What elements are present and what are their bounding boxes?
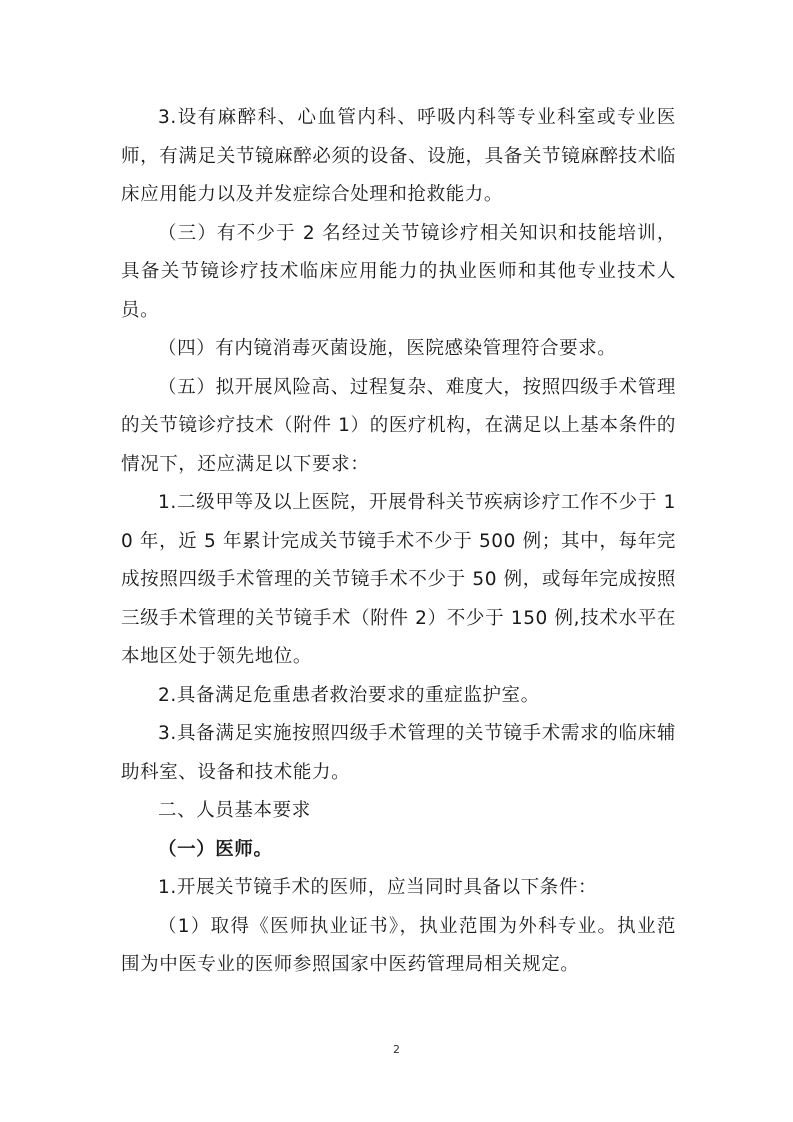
paragraph-physician-conditions: 1.开展关节镜手术的医师，应当同时具备以下条件：	[158, 877, 598, 898]
paragraph-physician-license: （1）取得《医师执业证书》，执业范围为外科专业。执业范围为中医专业的医师参照国家中医药管理局相关规定。	[121, 915, 676, 975]
paragraph-anesthesia-requirements: 3.设有麻醉科、心血管内科、呼吸内科等专业科室或专业医师，有满足关节镜麻醉必须的设备、设施，具备关节镜麻醉技术临床应用能力以及并发症综合处理和抢救能力。	[121, 107, 676, 205]
page-number: 2	[393, 1043, 400, 1056]
paragraph-hospital-grade-requirement: 1.二级甲等及以上医院，开展骨科关节疾病诊疗工作不少于 10 年，近 5 年累计完成关节镜手术不少于 500 例；其中，每年完成按照四级手术管理的关节镜手术不少于 50 例，或每年完成按照三级手术管理的关节镜手术（附件 2）不少于 150 例,技术水平在本地区处于领先地位。	[121, 492, 677, 667]
paragraph-icu-requirement: 2.具备满足危重患者救治要求的重症监护室。	[158, 684, 540, 706]
heading-physicians: （一）医师。	[158, 838, 273, 860]
paragraph-section-four-disinfection: （四）有内镜消毒灭菌设施，医院感染管理符合要求。	[158, 338, 617, 359]
paragraph-section-five-level-four: （五）拟开展风险高、过程复杂、难度大，按照四级手术管理的关节镜诊疗技术（附件 1）的医疗机构，在满足以上基本条件的情况下，还应满足以下要求：	[121, 376, 676, 475]
paragraph-auxiliary-departments: 3.具备满足实施按照四级手术管理的关节镜手术需求的临床辅助科室、设备和技术能力。	[121, 723, 676, 783]
heading-personnel-requirements: 二、人员基本要求	[158, 800, 311, 821]
paragraph-section-three-staff: （三）有不少于 2 名经过关节镜诊疗相关知识和技能培训，具备关节镜诊疗技术临床应用能力的执业医师和其他专业技术人员。	[121, 222, 676, 321]
document-body	[121, 99, 676, 985]
